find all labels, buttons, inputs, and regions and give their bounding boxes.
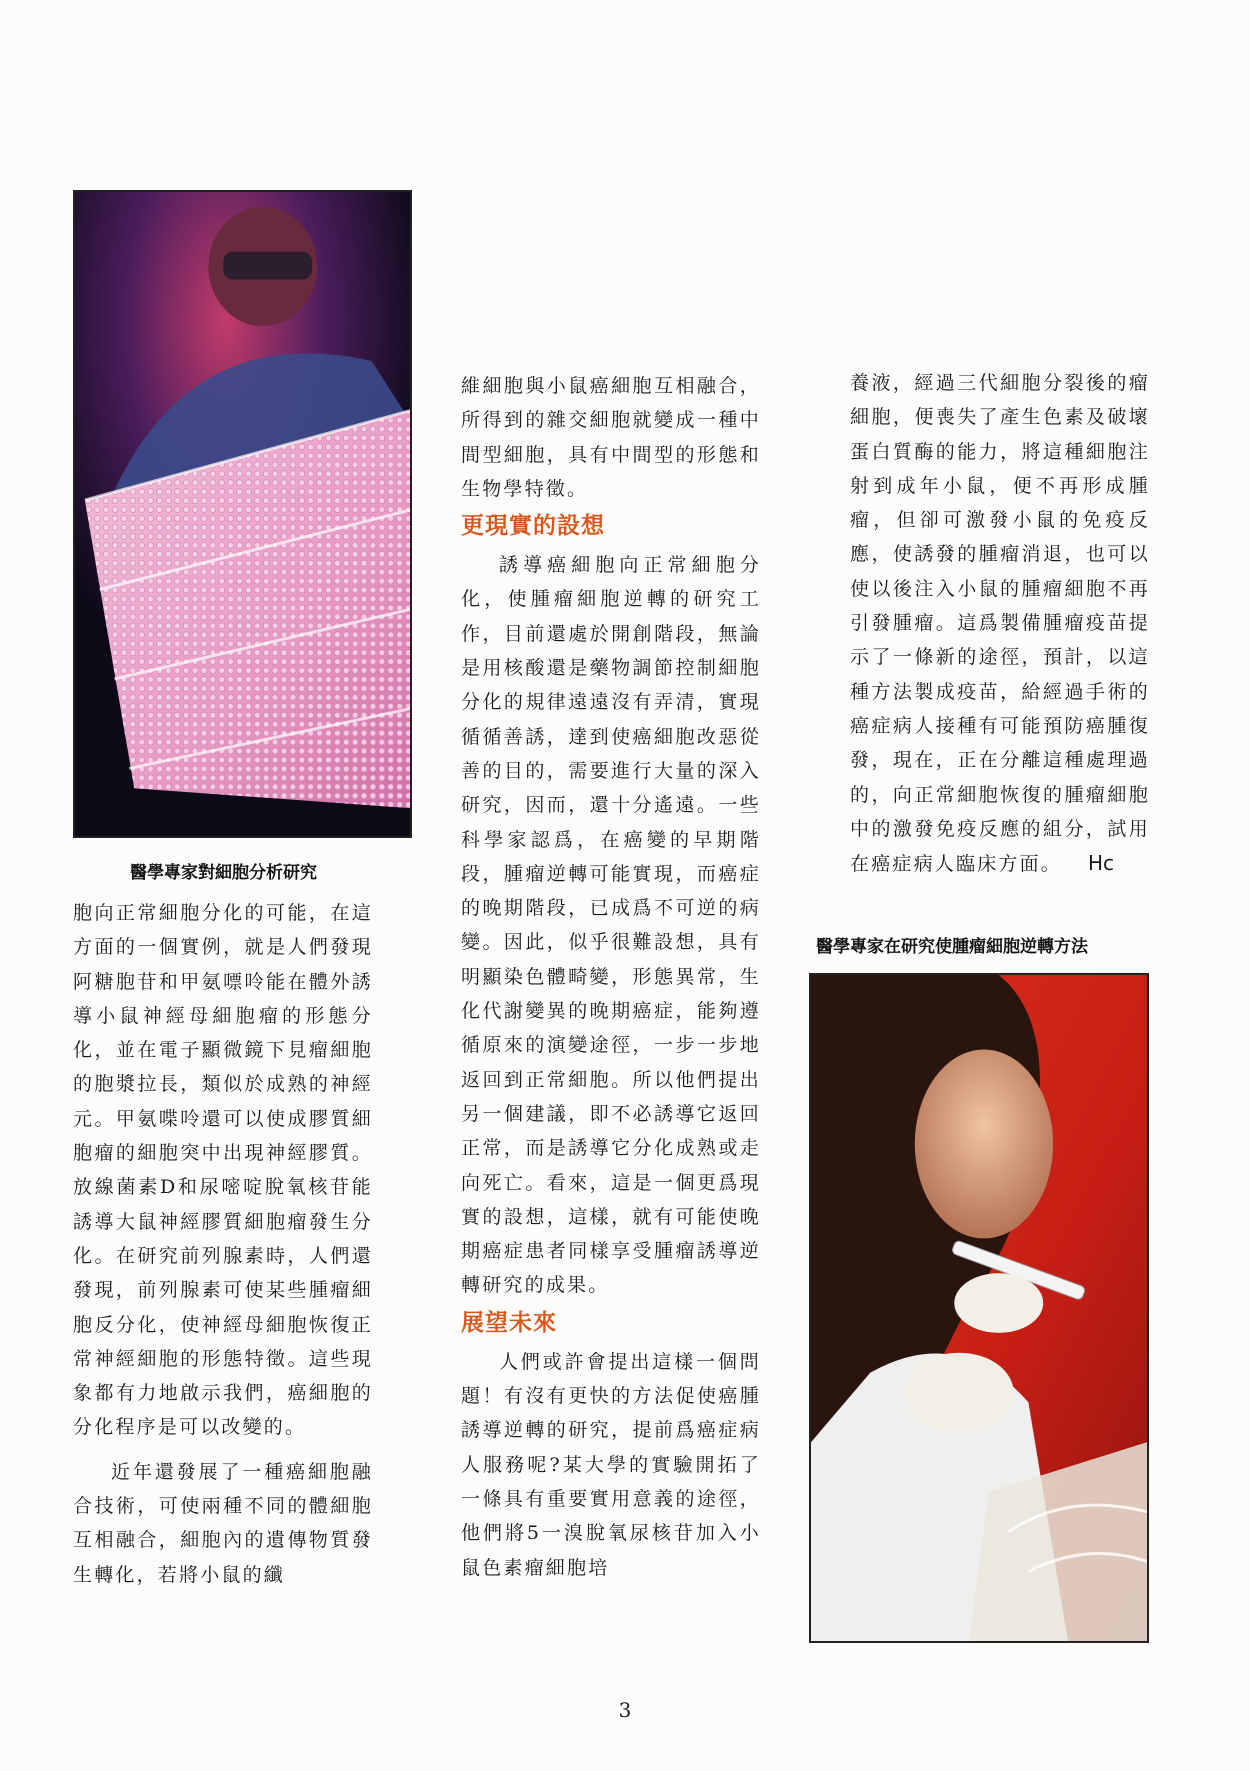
page-number: 3 xyxy=(618,1698,632,1722)
photo-researcher-syringe xyxy=(809,973,1149,1643)
column3-paragraph-1-text: 養液，經過三代細胞分裂後的瘤細胞，便喪失了產生色素及破壞蛋白質酶的能力，將這種細胞注射到成年小鼠，便不再形成腫瘤，但卻可激發小鼠的免疫反應，使誘發的腫瘤消退，也可以使以後注入小鼠的腫瘤細胞不再引發腫瘤。這爲製備腫瘤疫苗提示了一條新的途徑，預計，以這種方法製成疫苗，給經過手術的癌症病人接種有可能預防癌腫復發，現在，正在分離這種處理過的，向正常細胞恢復的腫瘤細胞中的激發免疫反應的組分，試用在癌症病人臨床方面。 xyxy=(850,372,1150,876)
caption-right-photo: 醫學專家在研究使腫瘤細胞逆轉方法 xyxy=(816,937,1088,957)
photo-researcher-syringe-image xyxy=(811,975,1147,1641)
text-column-2 xyxy=(461,369,761,1585)
column1-paragraph-2: 近年還發展了一種癌細胞融合技術，可使兩種不同的體細胞互相融合，細胞內的遺傳物質發生轉化，若將小鼠的纖 xyxy=(73,1460,373,1586)
section-heading-future-outlook: 展望未來 xyxy=(461,1309,557,1336)
column3-paragraph-1 xyxy=(850,366,1150,881)
column2-paragraph-3: 人們或許會提出這樣一個問題！有沒有更快的方法促使癌腫誘導逆轉的研究，提前爲癌症病人服務呢?某大學的實驗開拓了一條具有重要實用意義的途徑，他們將5一溴脫氧尿核苷加入小鼠色素瘤細胞培 xyxy=(461,1350,761,1579)
caption-left-photo: 醫學專家對細胞分析研究 xyxy=(130,863,317,883)
column2-paragraph-1: 維細胞與小鼠癌細胞互相融合，所得到的雜交細胞就變成一種中間型細胞，具有中間型的形態和生物學特徵。 xyxy=(461,375,761,500)
text-column-3 xyxy=(850,366,1150,881)
photo-scientist-cell-plates-image xyxy=(75,192,410,836)
column1-paragraph-1: 胞向正常細胞分化的可能，在這方面的一個實例，就是人們發現阿糖胞苷和甲氨嘌呤能在體外誘導小鼠神經母細胞瘤的形態分化，並在電子顯微鏡下見瘤細胞的胞漿拉長，類似於成熟的神經元。甲氨喋呤還可以使成膠質細胞瘤的細胞突中出現神經膠質。放線菌素D和尿嘧啶脫氧核苷能誘導大鼠神經膠質細胞瘤發生分化。在研究前列腺素時，人們還發現，前列腺素可使某些腫瘤細胞反分化，使神經母細胞恢復正常神經細胞的形態特徵。這些現象都有力地啟示我們，癌細胞的分化程序是可以改變的。 xyxy=(73,902,373,1439)
text-column-1 xyxy=(73,896,373,1592)
photo-scientist-cell-plates xyxy=(73,190,412,838)
section-heading-realistic-idea: 更現實的設想 xyxy=(461,513,605,540)
author-signoff: Hc xyxy=(1088,851,1115,876)
column2-paragraph-2: 誘導癌細胞向正常細胞分化，使腫瘤細胞逆轉的研究工作，目前還處於開創階段，無論是用核酸還是藥物調節控制細胞分化的規律遠遠沒有弄清，實現循循善誘，達到使癌細胞改惡從善的目的，需要進行大量的深入研究，因而，還十分遙遠。一些科學家認爲，在癌變的早期階段，腫瘤逆轉可能實現，而癌症的晚期階段，已成爲不可逆的病變。因此，似乎很難設想，具有明顯染色體畸變，形態異常，生化代謝變異的晚期癌症，能夠遵循原來的演變途徑，一步一步地返回到正常細胞。所以他們提出另一個建議，即不必誘導它返回正常，而是誘導它分化成熟或走向死亡。看來，這是一個更爲現實的設想，這樣，就有可能使晚期癌症患者同樣享受腫瘤誘導逆轉研究的成果。 xyxy=(461,554,761,1297)
